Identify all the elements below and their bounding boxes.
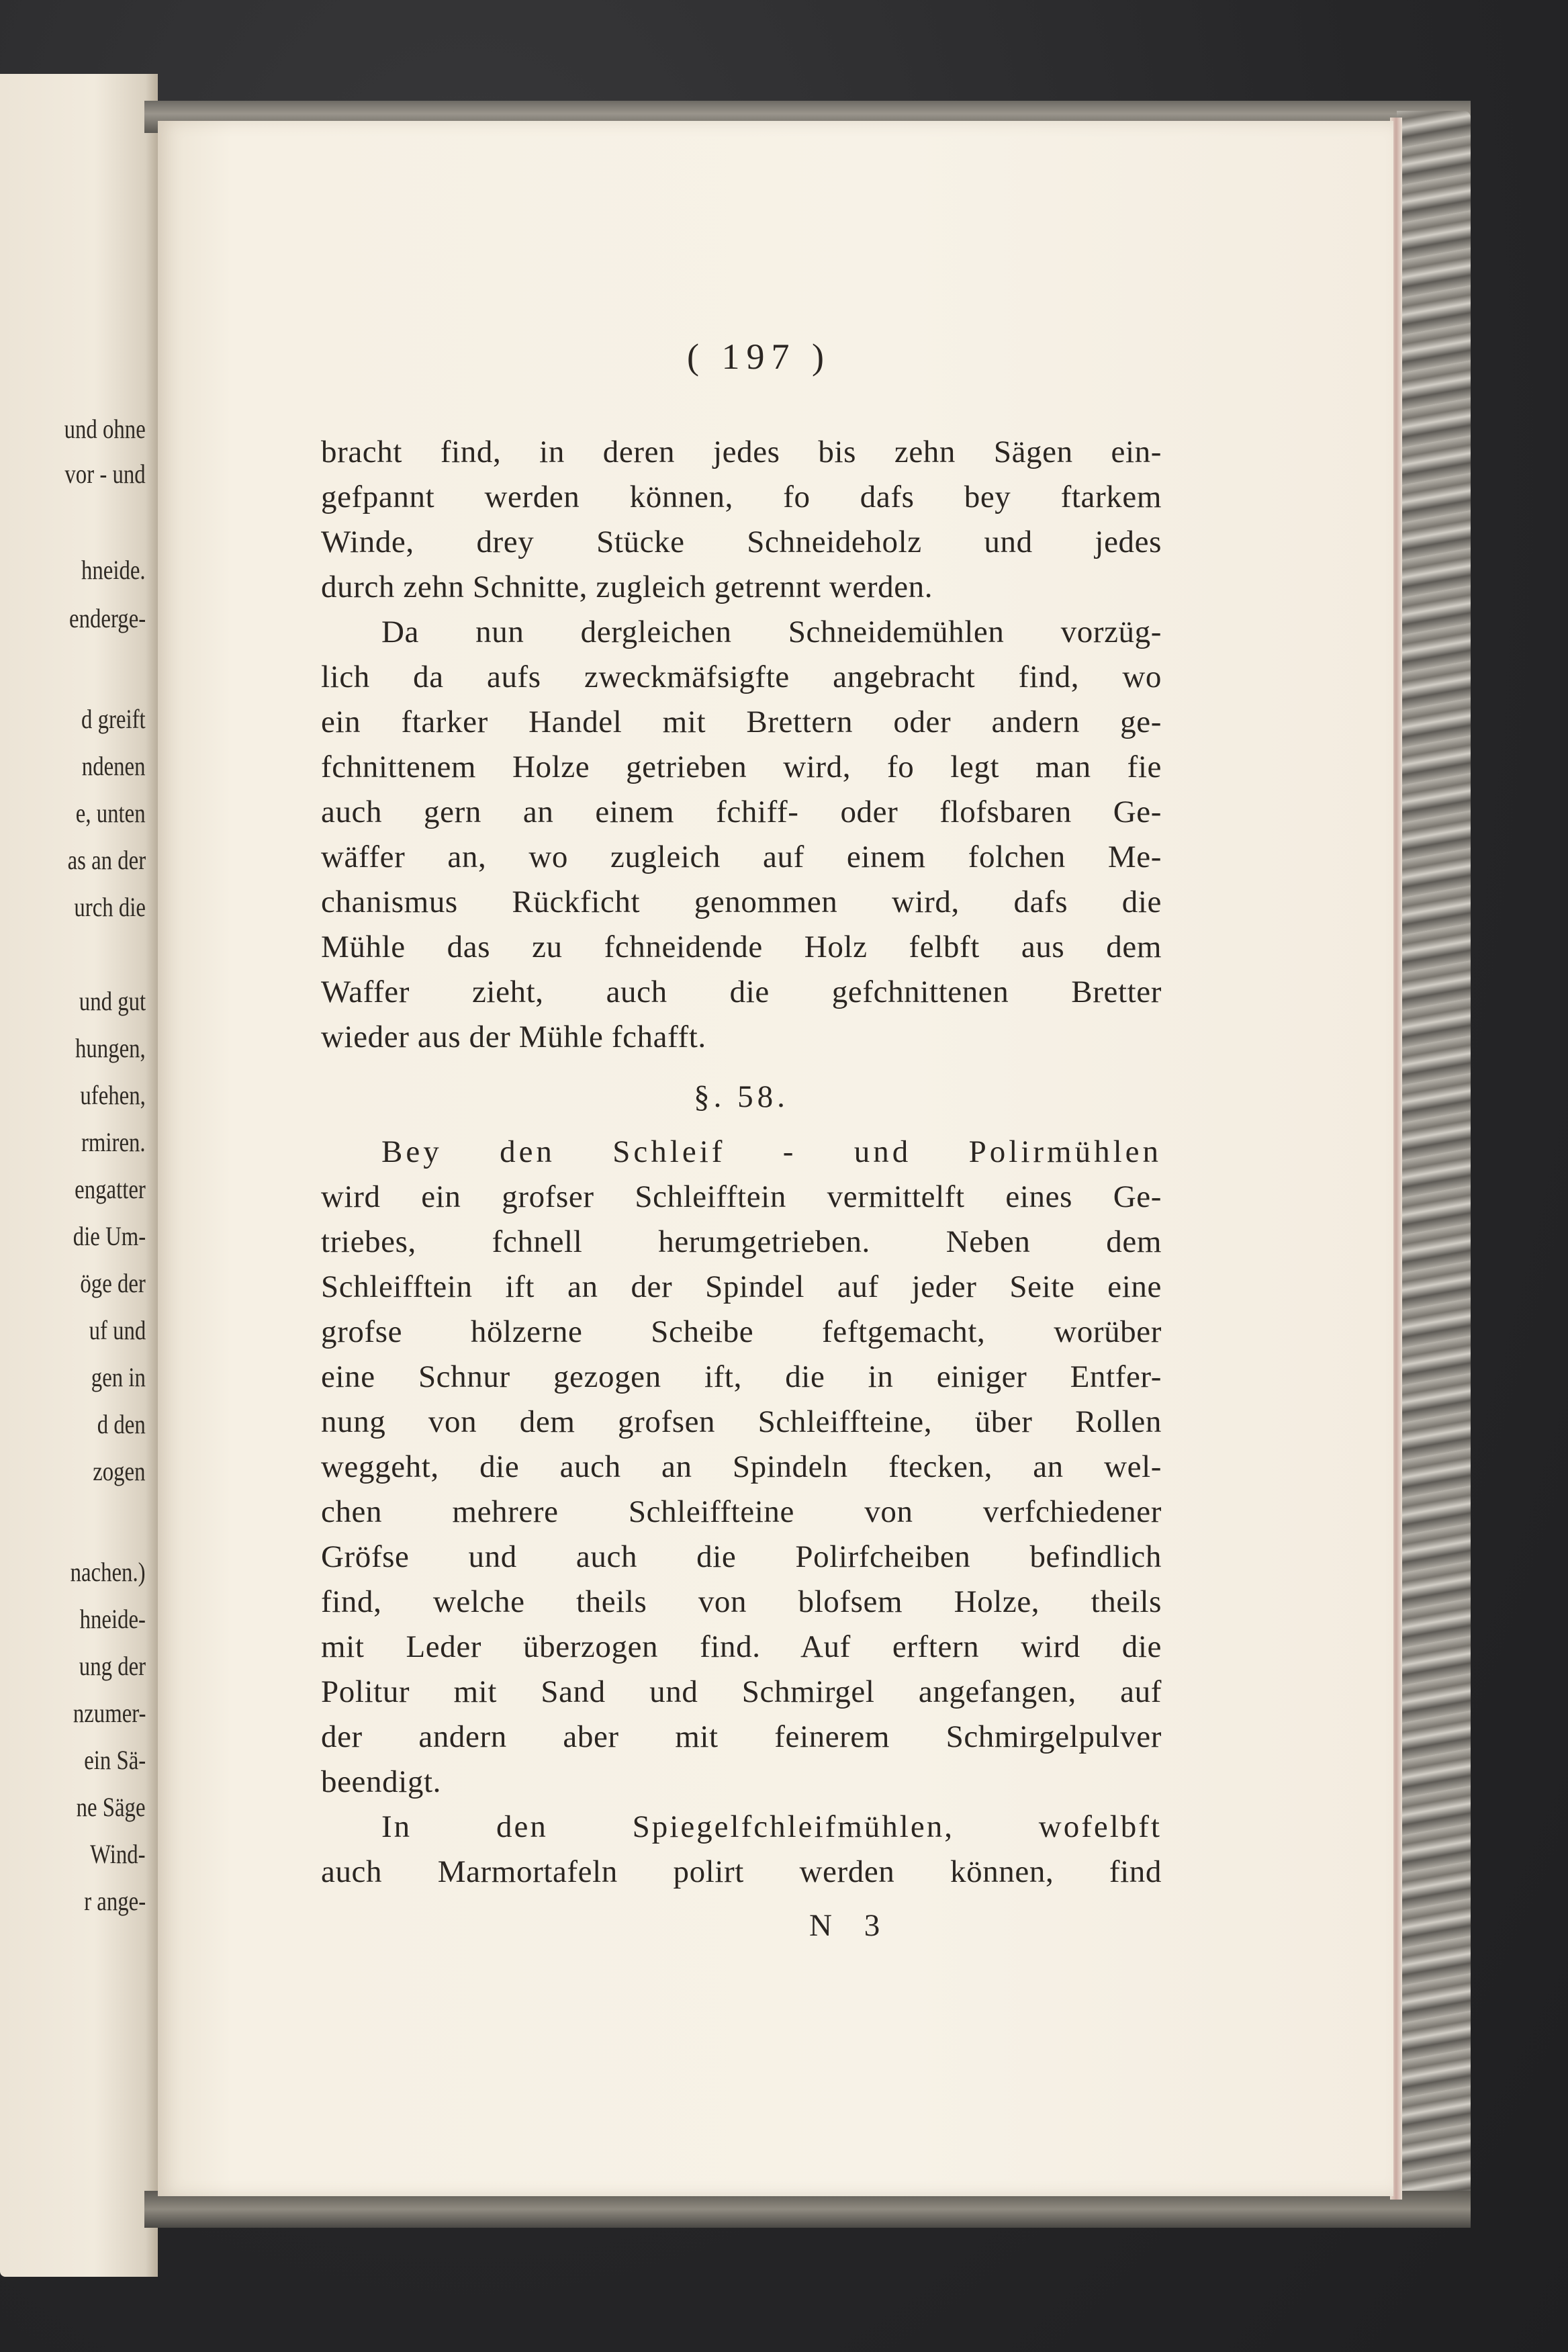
text-line: wieder aus der Mühle fchafft. [321,1020,706,1054]
left-page-line: und gut [79,986,146,1016]
left-page-line: hungen, [75,1033,146,1063]
text-line: nung von dem grofsen Schleiffteine, über Rollen [321,1404,1162,1439]
text-line: Winde, drey Stücke Schneideholz und jedes [321,525,1162,559]
left-page-line: ne Säge [77,1792,146,1822]
left-page-line: und ohne [64,414,146,444]
left-page-line: gen in [91,1362,146,1392]
paragraph-da-nun [321,610,1162,1060]
page-number-header: ( 197 ) [687,336,831,377]
text-line: Bey den Schleif - und Polirmühlen [381,1134,1162,1169]
left-page-line: hneide- [79,1604,146,1634]
text-line: Mühle das zu fchneidende Holz felbft aus dem [321,930,1162,964]
text-line: gefpannt werden können, fo dafs bey ftarkem [321,480,1162,514]
text-line: ein ftarker Handel mit Brettern oder andern ge- [321,705,1162,739]
text-line: bracht find, in deren jedes bis zehn Sägen ein- [321,435,1162,469]
text-line: beendigt. [321,1764,441,1799]
text-line: In den Spiegelfchleifmühlen, wofelbft [381,1809,1162,1844]
paragraph-continuation [321,430,1162,610]
book-board-right-edge [1397,111,1471,2226]
left-facing-page [0,74,158,2277]
left-page-line: vor - und [64,459,146,489]
text-line: find, welche theils von blofsem Holze, theils [321,1584,1162,1619]
text-line: weggeht, die auch an Spindeln ftecken, an wel- [321,1449,1162,1484]
text-line: eine Schnur gezogen ift, die in einiger Entfer- [321,1359,1162,1394]
text-line: chanismus Rückficht genommen wird, dafs die [321,885,1162,919]
left-page-line: ndenen [82,751,146,781]
book-board-bottom-edge [144,2191,1471,2228]
text-line: chen mehrere Schleiffteine von verfchiedener [321,1494,1162,1529]
text-line: Waffer zieht, auch die gefchnittenen Bretter [321,975,1162,1009]
paragraph-schleifmuehlen [321,1130,1162,1805]
left-page-line: urch die [74,892,146,922]
left-page-line: ufehen, [80,1080,146,1110]
left-page-line: nzumer- [73,1698,146,1728]
left-page-line: ung der [79,1651,146,1681]
text-line: Schleifftein ift an der Spindel auf jeder Seite eine [321,1269,1162,1304]
section-heading: §. 58. [694,1079,789,1114]
left-page-line: öge der [80,1268,146,1298]
text-line: Politur mit Sand und Schmirgel angefangen, auf [321,1674,1162,1709]
text-line: triebes, fchnell herumgetrieben. Neben dem [321,1224,1162,1259]
left-page-line: r ange- [84,1886,146,1916]
left-page-line: nachen.) [70,1557,146,1587]
left-page-line: rmiren. [81,1127,146,1157]
left-page-line: ein Sä- [84,1745,146,1775]
text-line: mit Leder überzogen find. Auf erftern wird die [321,1629,1162,1664]
text-line: auch gern an einem fchiff- oder flofsbaren Ge- [321,795,1162,829]
paragraph-spiegelschleifmuehlen [321,1805,1162,1895]
text-line: auch Marmortafeln polirt werden können, find [321,1854,1162,1889]
left-page-line: d den [97,1409,146,1439]
left-page-line: enderge- [68,603,146,633]
left-page-line: e, unten [76,798,146,828]
text-line: fchnittenem Holze getrieben wird, fo legt man fie [321,750,1162,784]
text-line: wäffer an, wo zugleich auf einem folchen Me- [321,840,1162,874]
text-line: durch zehn Schnitte, zugleich getrennt werden. [321,570,933,604]
left-page-line: uf und [89,1315,146,1345]
left-page-line: die Um- [73,1221,146,1251]
text-line: Da nun dergleichen Schneidemühlen vorzüg- [381,615,1162,649]
left-page-line: hneide. [81,555,146,585]
text-line: grofse hölzerne Scheibe feftgemacht, worüber [321,1314,1162,1349]
left-page-line: as an der [67,845,146,875]
text-line: der andern aber mit feinerem Schmirgelpulver [321,1719,1162,1754]
signature-mark: N 3 [809,1908,892,1943]
left-page-line: engatter [75,1174,146,1204]
left-page-line: Wind- [90,1839,146,1869]
text-line: wird ein grofser Schleifftein vermittelft eines Ge- [321,1179,1162,1214]
left-page-line: d greift [81,704,146,734]
left-page-line: zogen [93,1456,146,1486]
text-line: Gröfse und auch die Polirfcheiben befindlich [321,1539,1162,1574]
text-line: lich da aufs zweckmäfsigfte angebracht find, wo [321,660,1162,694]
page-text-block [321,430,1162,1895]
